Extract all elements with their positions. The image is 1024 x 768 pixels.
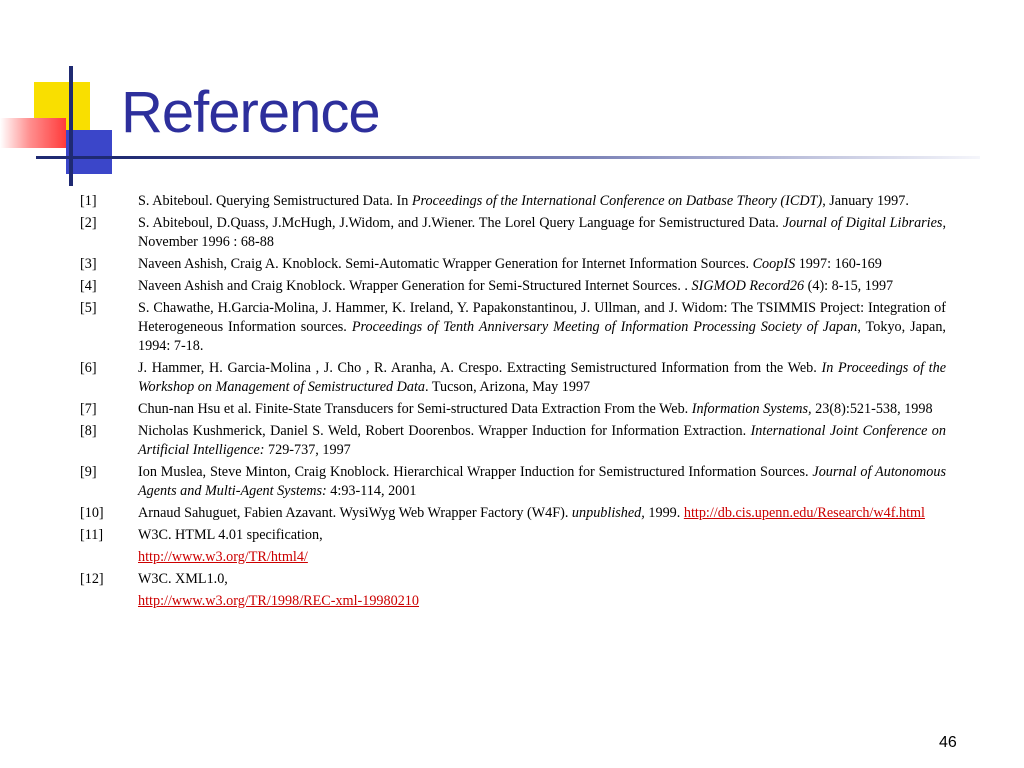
slide-title: Reference	[121, 80, 380, 145]
logo-horizontal-bar	[36, 156, 126, 159]
reference-segment: Naveen Ashish and Craig Knoblock. Wrapper Generation for Semi-Structured Internet Sources. .	[138, 278, 692, 294]
reference-number: [5]	[80, 300, 97, 316]
reference-segment: , Tokyo, Japan, 1994: 7-18.	[138, 319, 946, 354]
reference-segment: 23(8):521-538, 1998	[811, 401, 933, 417]
reference-segment: Arnaud Sahuguet, Fabien Azavant. WysiWyg Web Wrapper Factory (W4F).	[138, 505, 572, 521]
reference-number: [3]	[80, 256, 97, 272]
reference-text	[138, 214, 946, 252]
reference-text	[138, 570, 946, 611]
reference-item	[80, 422, 946, 460]
reference-source: Proceedings of Tenth Anniversary Meeting of Information Processing Society of Japan	[351, 319, 858, 335]
page-number: 46	[939, 734, 957, 751]
reference-text	[138, 463, 946, 501]
reference-segment: 4:93-114, 2001	[326, 483, 417, 499]
reference-number: [6]	[80, 360, 97, 376]
reference-source: Proceedings of the International Conference on Datbase Theory (ICDT)	[411, 193, 823, 209]
reference-list	[80, 192, 946, 614]
reference-number: [1]	[80, 193, 97, 209]
reference-link[interactable]: http://db.cis.upenn.edu/Research/w4f.html	[683, 505, 925, 521]
reference-number: [8]	[80, 423, 97, 439]
reference-segment: 1999.	[644, 505, 684, 521]
title-underline	[118, 156, 980, 159]
reference-text	[138, 299, 946, 356]
reference-segment: , January 1997.	[822, 193, 909, 209]
reference-number: [11]	[80, 527, 104, 543]
reference-source: Information Systems,	[691, 401, 812, 417]
reference-link[interactable]: http://www.w3.org/TR/1998/REC-xml-19980210	[138, 593, 419, 609]
reference-text	[138, 504, 946, 523]
reference-text	[138, 192, 946, 211]
reference-text	[138, 359, 946, 397]
reference-text	[138, 400, 946, 419]
logo-vertical-bar	[69, 66, 73, 186]
reference-item	[80, 255, 946, 274]
reference-text	[138, 422, 946, 460]
reference-item	[80, 463, 946, 501]
reference-item	[80, 359, 946, 397]
reference-segment: 1997: 160-169	[795, 256, 882, 272]
reference-segment: S. Abiteboul. Querying Semistructured Data. In	[138, 193, 412, 209]
reference-text	[138, 255, 946, 274]
reference-segment: (4): 8-15, 1997	[804, 278, 894, 294]
reference-source: In Proceedings of the Workshop on Management of Semistructured Data	[138, 360, 947, 395]
reference-segment: Chun-nan Hsu et al. Finite-State Transducers for Semi-structured Data Extraction From the Web.	[138, 401, 692, 417]
reference-segment: W3C. HTML 4.01 specification,	[138, 527, 323, 543]
reference-item	[80, 299, 946, 356]
logo-red-square	[0, 118, 66, 148]
reference-segment: . Tucson, Arizona, May 1997	[425, 379, 591, 395]
reference-number: [10]	[80, 505, 104, 521]
reference-source: SIGMOD Record26	[691, 278, 805, 294]
reference-text	[138, 277, 946, 296]
reference-segment: S. Chawathe, H.Garcia-Molina, J. Hammer, K. Ireland, Y. Papakonstantinou, J. Ullman, and J. Widom: The TSIMMIS Project: Integration of Heterogeneous Information sources.	[138, 300, 946, 335]
reference-segment: , November 1996 : 68-88	[138, 215, 946, 250]
reference-source: Journal of Autonomous Agents and Multi-Agent Systems:	[138, 464, 946, 499]
reference-item	[80, 526, 946, 567]
reference-segment: Nicholas Kushmerick, Daniel S. Weld, Robert Doorenbos. Wrapper Induction for Information Extraction.	[138, 423, 751, 439]
reference-segment: S. Abiteboul, D.Quass, J.McHugh, J.Widom, and J.Wiener. The Lorel Query Language for Semistructured Data.	[138, 215, 783, 231]
reference-number: [9]	[80, 464, 97, 480]
reference-link[interactable]: http://www.w3.org/TR/html4/	[138, 549, 308, 565]
reference-source: CoopIS	[752, 256, 796, 272]
reference-number: [2]	[80, 215, 97, 231]
reference-item	[80, 570, 946, 611]
reference-segment: 729-737, 1997	[264, 442, 351, 458]
reference-source: Journal of Digital Libraries	[782, 215, 943, 231]
reference-segment: Ion Muslea, Steve Minton, Craig Knoblock. Hierarchical Wrapper Induction for Semistructured Information Sources.	[138, 464, 813, 480]
reference-item	[80, 504, 946, 523]
reference-source: International Joint Conference on Artificial Intelligence:	[138, 423, 946, 458]
reference-item	[80, 277, 946, 296]
slide-logo	[0, 62, 130, 192]
reference-segment: W3C. XML1.0,	[138, 571, 228, 587]
reference-segment: Naveen Ashish, Craig A. Knoblock. Semi-Automatic Wrapper Generation for Internet Information Sources.	[138, 256, 753, 272]
reference-source: unpublished,	[571, 505, 645, 521]
reference-number: [12]	[80, 571, 104, 587]
reference-text	[138, 526, 946, 567]
reference-item	[80, 214, 946, 252]
reference-number: [4]	[80, 278, 97, 294]
reference-item	[80, 400, 946, 419]
reference-segment: J. Hammer, H. Garcia-Molina , J. Cho , R. Aranha, A. Crespo. Extracting Semistructured Information from the Web.	[138, 360, 822, 376]
reference-item	[80, 192, 946, 211]
reference-number: [7]	[80, 401, 97, 417]
